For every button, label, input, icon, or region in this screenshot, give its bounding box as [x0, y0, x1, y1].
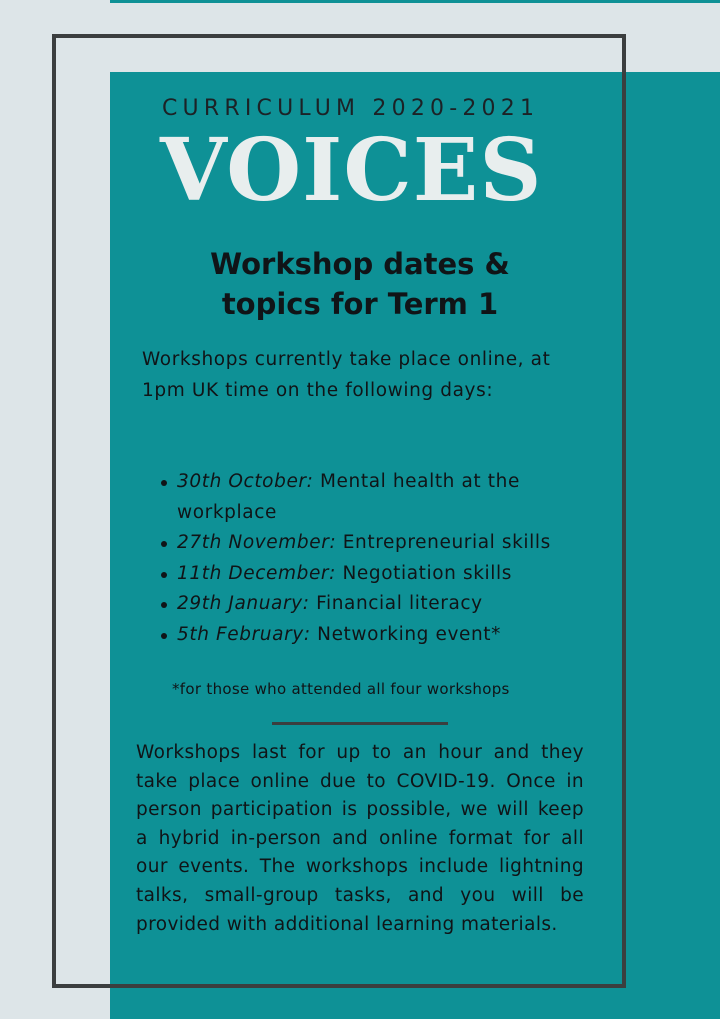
workshop-date: 30th October:	[177, 471, 314, 492]
list-item	[158, 620, 598, 651]
workshop-date: 29th January:	[177, 593, 310, 614]
workshop-date: 27th November:	[177, 532, 337, 553]
heading-line-1: Workshop dates &	[210, 247, 510, 281]
workshop-topic: Negotiation skills	[342, 562, 512, 584]
details-paragraph: Workshops last for up to an hour and they take place online due to COVID-19. Once in person participation is possible, we will keep a hybrid in-person and online format for all our events. The workshops include lightning talks, small-group tasks, and you will be provided with additional learning materials.	[136, 742, 584, 935]
workshop-date: 11th December:	[177, 562, 336, 584]
list-item	[158, 559, 598, 590]
workshop-date: 5th February:	[177, 623, 311, 645]
workshop-heading	[110, 244, 610, 324]
workshop-topic: Entrepreneurial skills	[342, 532, 551, 553]
workshop-topic: Mental health at the workplace	[177, 471, 520, 523]
list-item	[158, 528, 598, 559]
workshop-topic: Networking event*	[317, 623, 502, 645]
list-item	[158, 589, 598, 620]
section-divider	[272, 722, 448, 725]
heading-line-2: topics for Term 1	[221, 287, 499, 321]
workshop-list	[158, 467, 598, 650]
footnote: *for those who attended all four workshops	[172, 680, 510, 698]
curriculum-subtitle: CURRICULUM 2020-2021	[162, 96, 540, 121]
intro-paragraph: Workshops currently take place online, at 1pm UK time on the following days:	[142, 349, 551, 401]
list-item	[158, 467, 598, 528]
voices-title: VOICES	[160, 120, 543, 221]
workshop-topic: Financial literacy	[316, 593, 483, 614]
